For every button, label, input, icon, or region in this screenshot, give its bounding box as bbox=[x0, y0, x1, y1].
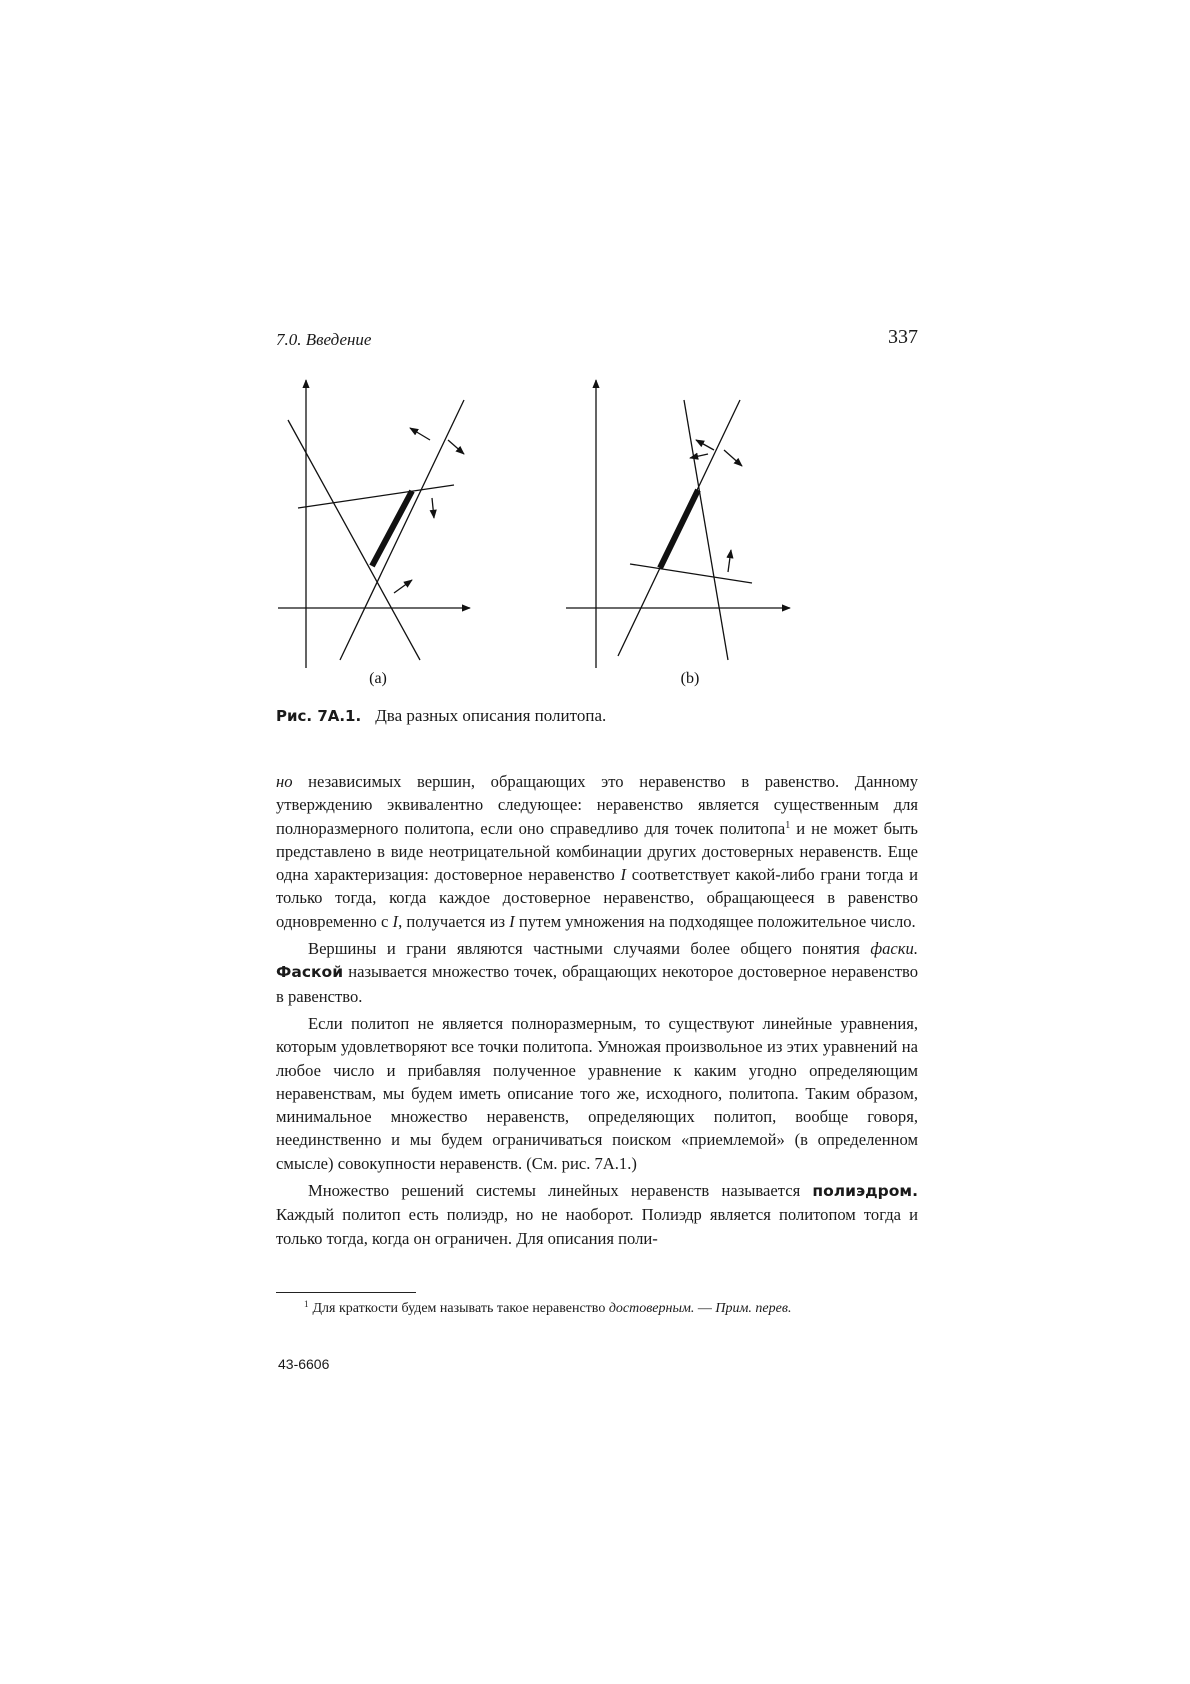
panel-a-line-3 bbox=[298, 485, 454, 508]
panel-b-label: (b) bbox=[680, 670, 700, 687]
text-run: — bbox=[694, 1301, 716, 1316]
variable-i: I bbox=[620, 865, 627, 885]
text-run: путем умножения на подходящее положительное число. bbox=[514, 911, 916, 931]
variable-i: I bbox=[509, 911, 515, 931]
text-run: Вершины и грани являются частными случаями более общего понятия bbox=[308, 939, 871, 959]
text-run: соответствует какой-либо грани тогда и только тогда, когда каждое достоверное неравенство, обращающееся в равенство одновременно с bbox=[276, 865, 918, 931]
footnote bbox=[276, 1298, 918, 1319]
variable-i: I bbox=[392, 911, 399, 931]
footnote-ref: 1 bbox=[785, 819, 791, 831]
panel-a-arrow-4 bbox=[394, 580, 412, 593]
emphasis: фаски. bbox=[870, 939, 918, 959]
figure-caption bbox=[276, 706, 918, 726]
text-run: называется множество точек, обращающих некоторое достоверное неравенство в равенство. bbox=[276, 962, 918, 1006]
panel-a-edge bbox=[372, 491, 412, 566]
text-run: независимых вершин, обращающих это неравенство в равенство. Данному утверждению эквивалентно следующее: неравенство является существенным для полноразмерного политопа, если оно справедливо для точек политопа bbox=[276, 772, 918, 838]
panel-b-line-3 bbox=[630, 564, 752, 583]
panel-a-graph bbox=[278, 380, 470, 668]
panel-b-graph bbox=[566, 380, 790, 668]
panel-b-arrow-4 bbox=[728, 550, 731, 572]
text-run: Множество решений системы линейных неравенств называется bbox=[308, 1181, 813, 1201]
text-run: и не может быть представлено в виде неотрицательной комбинации других достоверных неравенств. Еще одна характеризация: достоверное неравенство bbox=[276, 818, 918, 885]
text-run: Каждый политоп есть полиэдр, но не наоборот. Полиэдр является политопом тогда и только тогда, когда он ограничен. Для описания поли- bbox=[276, 1205, 918, 1248]
running-head bbox=[276, 326, 918, 356]
section-title: 7.0. Введение bbox=[276, 330, 372, 349]
printer-signature: 43-6606 bbox=[278, 1356, 330, 1372]
term-bold: полиэдром. bbox=[812, 1182, 918, 1201]
paragraph-1 bbox=[276, 770, 918, 933]
panel-a-label: (a) bbox=[369, 670, 387, 687]
page-number: 337 bbox=[888, 326, 918, 348]
panel-a-arrow-1 bbox=[410, 428, 430, 440]
figure-7a1 bbox=[270, 372, 750, 687]
paragraph-2 bbox=[276, 937, 918, 1008]
term-bold: Фаской bbox=[276, 963, 344, 982]
body-text bbox=[276, 770, 918, 1250]
panel-a-arrow-2 bbox=[448, 440, 464, 454]
panel-b-arrow-3 bbox=[724, 450, 742, 466]
text-run: но bbox=[276, 772, 293, 791]
panel-b-arrow-2 bbox=[696, 440, 714, 450]
panel-a-arrow-3 bbox=[432, 498, 434, 518]
caption-label: Рис. 7А.1. bbox=[276, 707, 362, 725]
emphasis: Прим. перев. bbox=[715, 1301, 792, 1316]
panel-a-line-1 bbox=[288, 420, 420, 660]
panel-a-line-2 bbox=[340, 400, 464, 660]
emphasis: достоверным. bbox=[608, 1301, 695, 1316]
panel-b-edge bbox=[660, 490, 698, 568]
footnote-mark: 1 bbox=[304, 1299, 309, 1309]
text-run: , получается из bbox=[398, 911, 510, 931]
text-run: Для краткости будем называть такое неравенство bbox=[312, 1301, 609, 1316]
caption-text: Два разных описания политопа. bbox=[375, 706, 607, 725]
paragraph-4 bbox=[276, 1179, 918, 1250]
footnote-rule bbox=[276, 1292, 416, 1293]
paragraph-3: Если политоп не является полноразмерным, то существуют линейные уравнения, которым удовлетворяют все точки политопа. Умножая произвольное из этих уравнений на любое число и прибавляя полученное уравнение к каким угодно определяющим неравенствам, мы будем иметь описание того же, исходного, политопа. Таким образом, минимальное множество неравенств, определяющих политоп, вообще говоря, неединственно и мы будем ограничиваться поиском «приемлемой» (в определенном смысле) совокупности неравенств. (См. рис. 7А.1.) bbox=[276, 1013, 918, 1173]
